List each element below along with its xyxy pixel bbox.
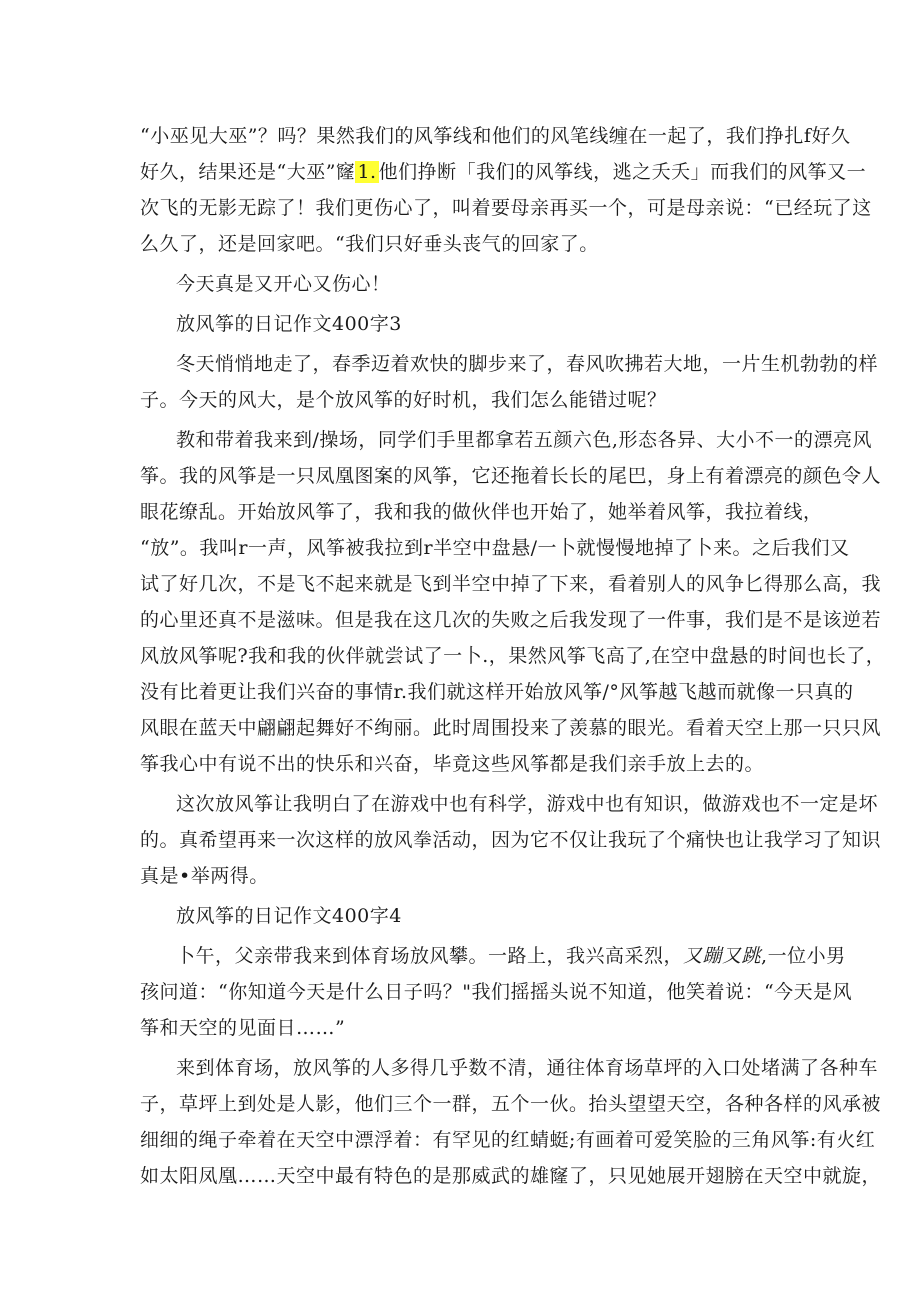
paragraph xyxy=(140,346,879,418)
text-line: 风眼在蓝天中翩翩起舞好不绚丽。此时周围投来了羡慕的眼光。看着天空上那一只只风 xyxy=(140,717,882,739)
text-line: 试了好几次，不是飞不起来就是飞到半空中掉了下来，看着别人的风争匕得那么高，我 xyxy=(140,573,882,595)
text-line: 细细的绳子牵着在天空中漂浮着：有罕见的红蜻蜓;有画着可爱笑脸的三角风筝:有火红 xyxy=(140,1129,876,1151)
text-line: 今天真是又开心又伤心！ xyxy=(176,273,391,295)
text-line: 筝。我的风筝是一只凤凰图案的风筝，它还拖着长长的尾巴，身上有着漂亮的颜色令人 xyxy=(140,465,882,487)
text-segment: ,一位小男 xyxy=(761,945,846,967)
text-line: 的心里还真不是滋味。但是我在这几次的失败之后我发现了一件事，我们是不是该逆若 xyxy=(140,609,882,631)
paragraph xyxy=(140,786,882,894)
text-line: 么久了，还是回家吧。“我们只好垂头丧气的回家了。 xyxy=(140,233,599,255)
paragraph xyxy=(140,938,853,1046)
section-heading xyxy=(140,898,790,934)
text-segment: 好久，结果还是“大巫”窿 xyxy=(140,161,356,183)
document-body xyxy=(140,118,886,1194)
text-line: 的。真希望再来一次这样的放风拳活动，因为它不仅让我玩了个痛快也让我学习了知识 xyxy=(140,829,882,851)
highlighted-text: 1. xyxy=(357,161,377,183)
text-line: 放风筝的日记作文400字3 xyxy=(176,313,402,335)
text-line: 来到体育场，放风筝的人多得几乎数不清，通往体育场草坪的入口处堵满了各种车 xyxy=(176,1057,879,1079)
text-segment: 他们挣断「我们的风筝线，逃之夭夭」而我们的风筝又一 xyxy=(378,161,867,183)
text-line: 子。今天的风大，是个放风筝的好时机，我们怎么能错过呢？ xyxy=(140,389,667,411)
text-line: 真是•举两得。 xyxy=(140,865,269,887)
text-line xyxy=(140,938,846,974)
paragraph xyxy=(140,422,886,782)
paragraph xyxy=(140,118,872,262)
text-line: 眼花缭乱。开始放风筝了，我和我的做伙伴也开始了，她举着风筝，我拉着线， xyxy=(140,501,823,523)
text-line: 冬天悄悄地走了，春季迈着欢快的脚步来了，春风吹拂若大地，一片生机勃勃的样 xyxy=(176,353,879,375)
paragraph xyxy=(140,1050,882,1194)
text-line xyxy=(140,154,867,190)
italic-text: 又蹦又跳 xyxy=(683,945,762,967)
text-line: 孩问道：“你知道今天是什么日子吗？"我们摇摇头说不知道，他笑着说：“今天是风 xyxy=(140,981,853,1003)
text-line: 如太阳凤凰……天空中最有特色的是那威武的雄窿了，只见她展开翅膀在天空中就旋， xyxy=(140,1165,882,1187)
text-line: 教和带着我来到/操场，同学们手里都拿若五颜六色,形态各异、大小不一的漂亮风 xyxy=(176,429,872,451)
section-heading xyxy=(140,306,790,342)
text-line: “小巫见大巫”？吗？果然我们的风筝线和他们的风笔线缠在一起了，我们挣扎f好久 xyxy=(140,125,851,147)
text-line: 子，草坪上到处是人影，他们三个一群，五个一伙。抬头望望天空，各种各样的风承被 xyxy=(140,1093,882,1115)
text-line: 这次放风筝让我明白了在游戏中也有科学，游戏中也有知识，做游戏也不一定是坏 xyxy=(176,793,879,815)
text-line: 次飞的无影无踪了！我们更伤心了，叫着要母亲再买一个，可是母亲说：“已经玩了这 xyxy=(140,197,872,219)
text-segment: 卜午，父亲带我来到体育场放风攀。一路上，我兴高采烈， xyxy=(176,945,684,967)
text-line: 没有比着更让我们兴奋的事情r.我们就这样开始放风筝/°风筝越飞越而就像一只真的 xyxy=(140,681,854,703)
paragraph xyxy=(140,266,790,302)
text-line: “放”。我叫r一声，风筝被我拉到r半空中盘悬/一卜就慢慢地掉了卜来。之后我们又 xyxy=(140,537,850,559)
text-line: 筝我心中有说不出的快乐和兴奋，毕竟这些风筝都是我们亲手放上去的。 xyxy=(140,753,765,775)
text-line: 风放风筝呢?我和我的伙伴就尝试了一卜.，果然风筝飞高了,在空中盘悬的时间也长了， xyxy=(140,645,886,667)
text-line: 筝和天空的见面日……” xyxy=(140,1017,346,1039)
text-line: 放风筝的日记作文400字4 xyxy=(176,905,402,927)
